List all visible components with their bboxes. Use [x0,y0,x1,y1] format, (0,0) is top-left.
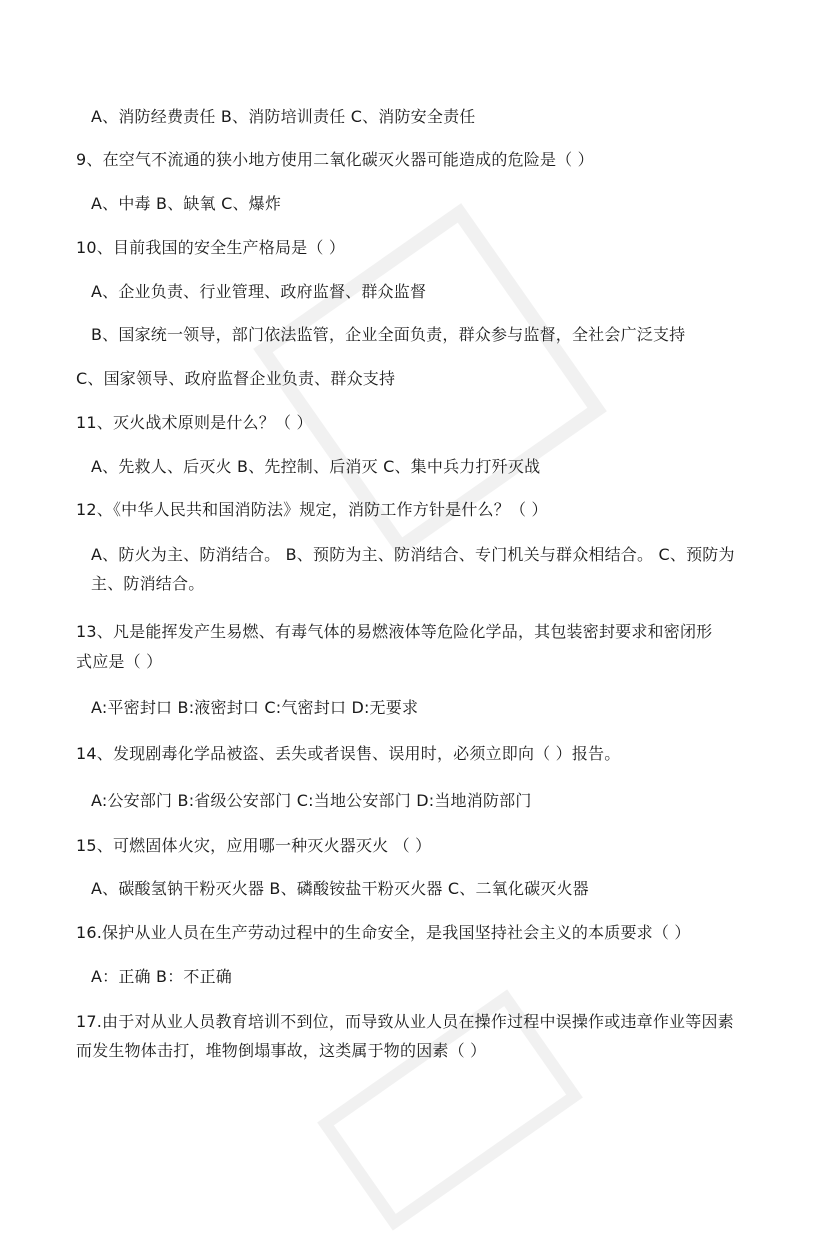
q15-options: A、碳酸氢钠干粉灭火器 B、磷酸铵盐干粉灭火器 C、二氧化碳灭火器 [91,879,589,898]
q16-question: 16.保护从业人员在生产劳动过程中的生命安全，是我国坚持社会主义的本质要求（ ） [76,923,691,942]
q13-question-line2: 式应是（ ） [76,652,163,671]
q10-question: 10、目前我国的安全生产格局是（ ） [76,238,346,257]
q12-question: 12、《中华人民共和国消防法》规定，消防工作方针是什么？（ ） [76,500,548,519]
q13-question-line1: 13、凡是能挥发产生易燃、有毒气体的易燃液体等危险化学品，其包装密封要求和密闭形 [76,622,713,641]
q8-options: A、消防经费责任 B、消防培训责任 C、消防安全责任 [91,107,476,126]
q9-options: A、中毒 B、缺氧 C、爆炸 [91,194,282,213]
q14-question: 14、发现剧毒化学品被盗、丢失或者误售、误用时，必须立即向（ ）报告。 [76,744,621,763]
q17-question-line2: 而发生物体击打，堆物倒塌事故，这类属于物的因素（ ） [76,1041,487,1060]
q9-question: 9、在空气不流通的狭小地方使用二氧化碳灭火器可能造成的危险是（ ） [76,150,594,169]
q10-option-c: C、国家领导、政府监督企业负责、群众支持 [76,369,396,388]
q10-option-a: A、企业负责、行业管理、政府监督、群众监督 [91,282,427,301]
q13-options: A:平密封口 B:液密封口 C:气密封口 D:无要求 [91,698,419,717]
q16-options: A：正确 B：不正确 [91,967,233,986]
q11-question: 11、灭火战术原则是什么？（ ） [76,413,313,432]
q12-options-line1: A、防火为主、防消结合。 B、预防为主、防消结合、专门机关与群众相结合。 C、预防为 [91,545,735,564]
q10-option-b: B、国家统一领导，部门依法监管，企业全面负责，群众参与监督，全社会广泛支持 [91,325,686,344]
q14-options: A:公安部门 B:省级公安部门 C:当地公安部门 D:当地消防部门 [91,791,532,810]
q12-options-line2: 主、防消结合。 [91,574,205,593]
q15-question: 15、可燃固体火灾，应用哪一种灭火器灭火 （ ） [76,836,432,855]
q11-options: A、先救人、后灭火 B、先控制、后消灭 C、集中兵力打歼灭战 [91,457,541,476]
q17-question-line1: 17.由于对从业人员教育培训不到位，而导致从业人员在操作过程中误操作或违章作业等因素 [76,1012,734,1031]
